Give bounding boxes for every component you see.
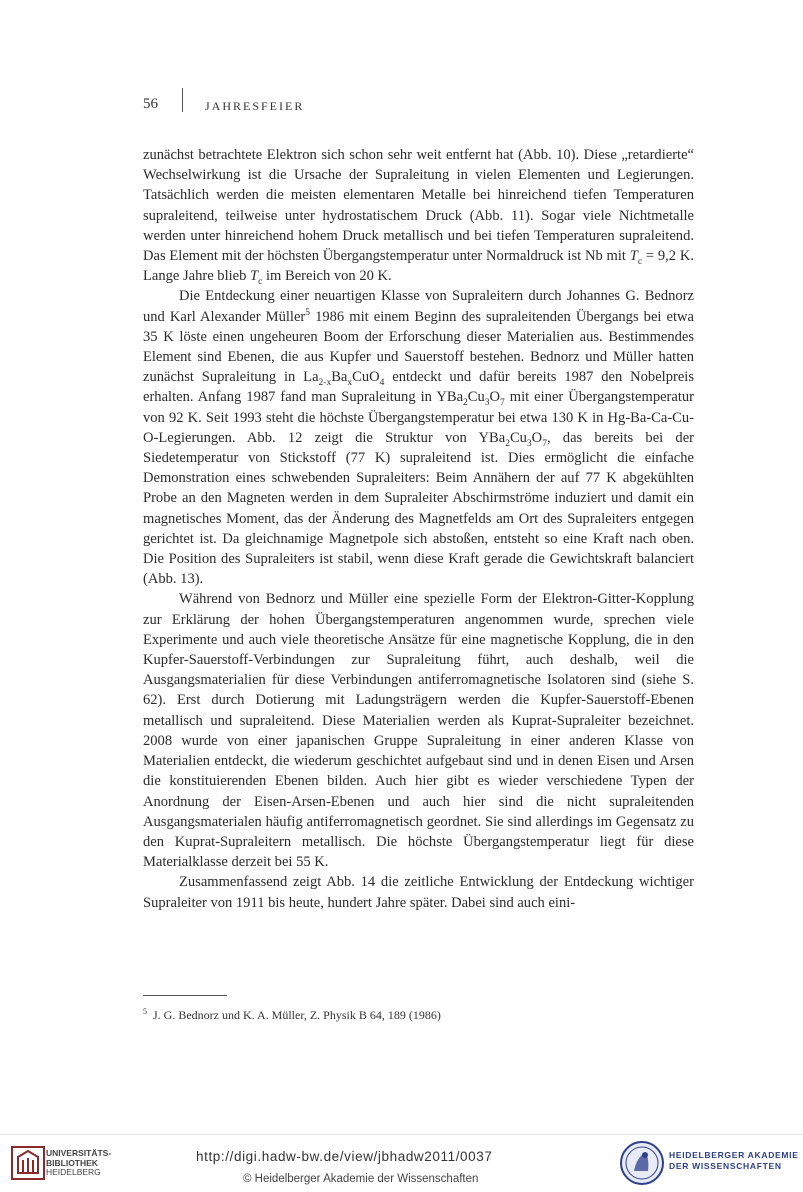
academy-name: HEIDELBERGER AKADEMIE DER WISSENSCHAFTEN <box>669 1150 799 1171</box>
paragraph-2: Die Entdeckung einer neuartigen Klasse von Supraleitern durch Johannes G. Bednorz und Karl Alexander Müller$^5$ 1986 mit einem Beginn des supraleitenden Übergangs bei etwa 35 K löste einen ungeheuren Boom der Erforschung dieser Materialien aus. Bestimmendes Element sind Ebenen, die aus Kupfer und Sauerstoff bestehen. Bednorz und Müller hatten zunächst Supraleitung in $La_{2-x}Ba_xCuO_4$ entdeckt und dafür bereits 1987 den Nobelpreis erhalten. Anfang 1987 fand man Supraleitung in $YBa_2Cu_3O_7$ mit einer Übergangstemperatur von 92 K. Seit 1993 steht die höchste Übergangstemperatur bei etwa 130 K in Hg-Ba-Ca-Cu-O-Legierungen. Abb. 12 zeigt die Struktur von $YBa_2Cu_3O_7$, das bereits bei der Siedetemperatur von Stickstoff (77 K) supraleitend ist. Dies ermöglicht die einfache Demonstration eines schwebenden Supraleiters: Beim Annähern der auf 77 K abgekühlten Probe an den Magneten werden in dem Supraleiter Abschirmströme induziert und damit ein magnetisches Moment, das der Änderung des Magnetfelds am Ort des Supraleiters entgegen gerichtet ist. Da gleichnamige Magnetpole sich abstoßen, entsteht so eine Kraft nach oben. Die Position des Supraleiters ist stabil, wenn diese Kraft gerade die Gewichtskraft balanciert (Abb. 13). <box>143 288 695 588</box>
running-head: JAHRESFEIER <box>205 99 305 113</box>
library-logo-icon[interactable] <box>8 1143 48 1183</box>
footer-bar <box>0 1134 803 1192</box>
paragraph-3: Während von Bednorz und Müller eine spezielle Form der Elektron-Gitter-Kopplung zur Erklärung der hohen Übergangstemperaturen angenommen wurde, sprechen viele Experimente und auch viele theoretische Ansätze für eine magnetische Kopplung, die in den Kupfer-Sauerstoff-Verbindungen zur Supraleitung führt, auch deshalb, weil die Ausgangsmaterialien für diese Verbindungen antiferromagnetische Isolatoren sind (siehe S. 62). Erst durch Dotierung mit Ladungsträgern werden die Kupfer-Sauerstoff-Ebenen metallisch und supraleitend. Diese Materialien werden als Kuprat-Supraleiter bezeichnet. 2008 wurde von einer japanischen Gruppe Supraleitung in einer anderen Klasse von Materialien entdeckt, die wiederum geschichtet aufgebaut sind und in denen Eisen und Arsen die konstituierenden Ebenen bilden. Auch hier gibt es wieder verschiedene Typen der Anordnung der Eisen-Arsen-Ebenen und auch hier sind die nicht supraleitenden Ausgangsmaterialen häufig antiferromagnetisch geordnet. Sie sind allerdings im Gegensatz zu den Kuprat-Supraleitern metallisch. Die höchste Übergangstemperatur liegt für diese Materialklasse derzeit bei 55 K. <box>143 591 694 871</box>
academy-seal-icon[interactable] <box>618 1139 666 1187</box>
footnote-mark: 5 <box>143 1007 147 1016</box>
permalink-url[interactable]: http://digi.hadw-bw.de/view/jbhadw2011/0037 <box>196 1149 493 1164</box>
footnote-reference[interactable]: 5 <box>305 307 311 318</box>
footnote-divider <box>143 995 227 996</box>
header-divider <box>182 88 183 112</box>
footnote-text: J. G. Bednorz und K. A. Müller, Z. Physik B 64, 189 (1986) <box>153 1008 441 1022</box>
paragraph-1: zunächst betrachtete Elektron sich schon sehr weit entfernt hat (Abb. 10). Diese „retardierte“ Wechselwirkung ist die Ursache der Supraleitung in vielen Elementen und Legierungen. Tatsächlich werden die meisten elementaren Metalle bei hinreichend tiefen Temperaturen supraleitend, teilweise unter hydrostatischem Druck (Abb. 11). Sogar viele Nichtmetalle werden unter hinreichend hohem Druck metallisch und bei tiefen Temperaturen supraleitend. Das Element mit der höchsten Übergangstemperatur unter Normaldruck ist Nb mit $T_c = 9,2$ K. Lange Jahre blieb $T_c$ im Bereich von 20 K. <box>143 147 695 288</box>
footnote <box>143 1004 694 1023</box>
paragraph-4: Zusammenfassend zeigt Abb. 14 die zeitliche Entwicklung der Entdeckung wichtiger Supraleiter von 1911 bis heute, hundert Jahre später. Dabei sind auch eini- <box>143 874 694 911</box>
copyright-notice: © Heidelberger Akademie der Wissenschaften <box>243 1173 479 1185</box>
body-text <box>143 145 694 913</box>
page-number: 56 <box>143 96 158 112</box>
library-name: UNIVERSITÄTS- BIBLIOTHEK HEIDELBERG <box>46 1148 112 1177</box>
